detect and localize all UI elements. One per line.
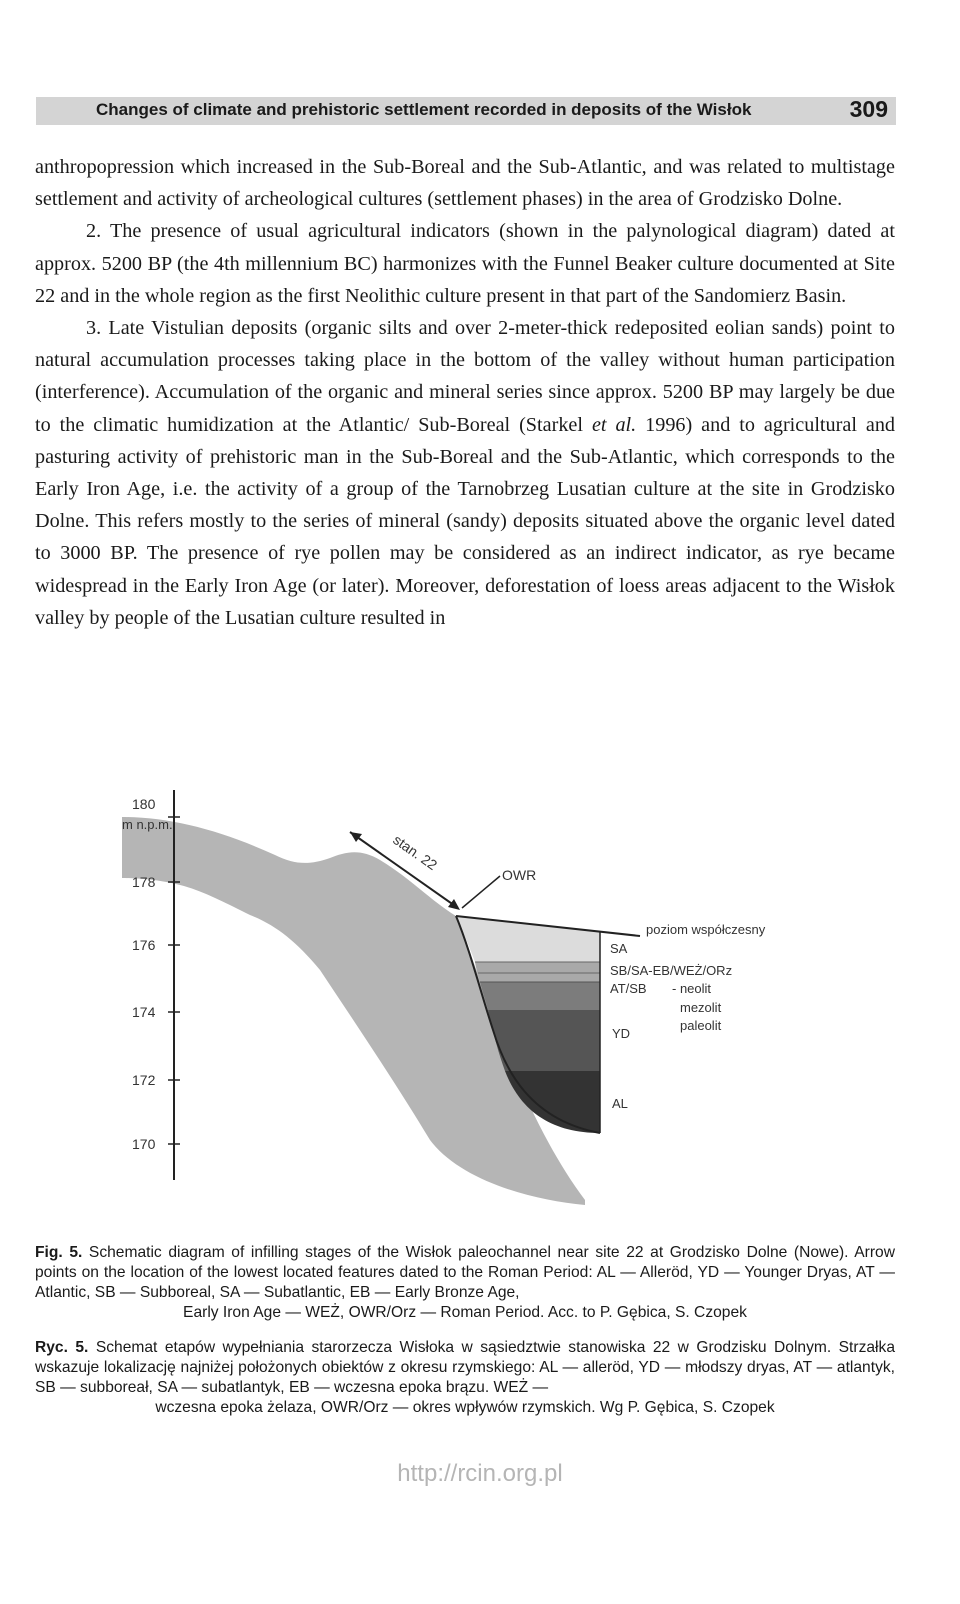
layer-at (480, 982, 600, 1010)
tick-174: 174 (132, 1004, 156, 1020)
body-text (35, 151, 895, 634)
paragraph-1: anthropopression which increased in the Sub-Boreal and the Sub-Atlantic, and was related to multistage settlement and activity of archeological cultures (settlement phases) in the area of Grodzisko Dolne. (35, 156, 895, 211)
tick-172: 172 (132, 1072, 156, 1088)
label-neolit: - neolit (672, 981, 712, 996)
label-sb: SB/SA-EB/WEŻ/ORz (610, 963, 733, 978)
running-header-title: Changes of climate and prehistoric settlement recorded in deposits of the Wisłok (96, 100, 752, 119)
surface-label: poziom współczesny (646, 922, 766, 937)
caption-english-last-line: Early Iron Age — WEŻ, OWR/Orz — Roman Period. Acc. to P. Gębica, S. Czopek (183, 1304, 747, 1321)
label-yd: YD (612, 1026, 631, 1041)
site-arrow-head-end (448, 899, 460, 910)
site-arrow-head-start (350, 832, 362, 842)
caption-english-text: Schematic diagram of infilling stages of the Wisłok paleochannel near site 22 at Grodzisko Dolne (Nowe). Arrow points on the location of the lowest located features dated to the Roman Period: AL — Alleröd, YD — Younger Dryas, AT — Atlantic, SB — Subboreal, SA — Subatlantic, EB — Early Bronze Age, (35, 1244, 895, 1301)
layer-sb (475, 962, 600, 982)
paleochannel-figure (110, 790, 830, 1230)
axis-unit: m n.p.m. (122, 817, 173, 832)
label-paleolit: paleolit (680, 1018, 722, 1033)
tick-176: 176 (132, 937, 156, 953)
paragraph-2: 2. The presence of usual agricultural indicators (shown in the palynological diagram) dated at approx. 5200 BP (the 4th millennium BC) harmonizes with the Funnel Beaker culture documented at Site 22 and in the whole region as the first Neolithic culture present in that part of the Sandomierz Basin. (35, 220, 895, 307)
running-header (36, 97, 896, 125)
paragraph-3-part-a: 3. Late Vistulian deposits (organic silts and over 2-meter-thick redeposited eolian sands) point to natural accumulation processes taking place in the bottom of the valley without human participation (interference). Accumulation of the organic and mineral series since approx. 5200 BP may largely be due to the climatic humidization at the Atlantic/ Sub-Boreal (Starkel (35, 317, 895, 436)
caption-polish-last-line: wczesna epoka żelaza, OWR/Orz — okres wpływów rzymskich. Wg P. Gębica, S. Czopek (155, 1399, 775, 1416)
label-mezolit: mezolit (680, 1000, 722, 1015)
paragraph-3-et-al: et al. (591, 413, 637, 436)
label-sa: SA (610, 941, 628, 956)
page-number: 309 (849, 96, 888, 122)
label-at: AT/SB (610, 981, 647, 996)
paragraph-3 (35, 312, 895, 634)
tick-170: 170 (132, 1136, 156, 1152)
label-al: AL (612, 1096, 628, 1111)
tick-178: 178 (132, 874, 156, 890)
caption-polish (35, 1338, 895, 1418)
caption-english-label: Fig. 5. (35, 1244, 83, 1261)
site-label: stan. 22 (390, 831, 441, 874)
caption-polish-text: Schemat etapów wypełniania starorzecza Wisłoka w sąsiedztwie stanowiska 22 w Grodzisku Dolnym. Strzałka wskazuje lokalizację najniżej położonych obiektów z okresu rzymskiego: AL — alleröd, YD — młodszy dryas, AT — atlantyk, SB — subboreał, SA — subatlantyk, EB — wczesna epoka brązu. WEŻ — (35, 1339, 895, 1396)
caption-polish-label: Ryc. 5. (35, 1339, 89, 1356)
paragraph-3-part-b: 1996) and to agricultural and pasturing activity of prehistoric man in the Sub-Boreal and the Sub-Atlantic, which corresponds to the Early Iron Age, i.e. the activity of a group of the Tarnobrzeg Lusatian culture at the site in Grodzisko Dolne. This refers mostly to the series of mineral (sandy) deposits situated above the organic level dated to 3000 BP. The presence of rye pollen may be considered as an indirect indicator, as rye became widespread in the Early Iron Age (or later). Moreover, deforestation of loess areas adjacent to the Wisłok valley by people of the Lusatian culture resulted in (35, 413, 896, 629)
owr-label: OWR (502, 867, 537, 883)
footer-url: http://rcin.org.pl (397, 1460, 563, 1487)
tick-180: 180 (132, 796, 156, 812)
paleochannel-diagram (110, 790, 830, 1230)
caption-english (35, 1243, 895, 1323)
owr-pointer (462, 876, 500, 908)
